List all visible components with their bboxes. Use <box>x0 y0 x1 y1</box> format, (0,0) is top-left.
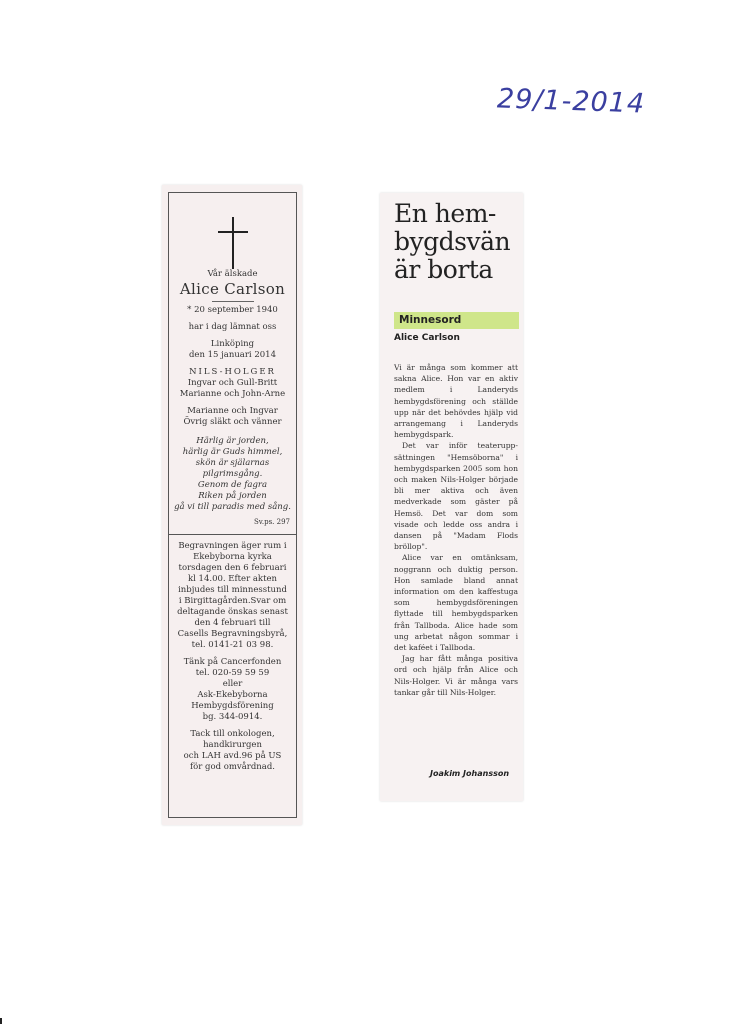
family-head: NILS-HOLGER <box>189 367 276 377</box>
funeral-line: Ekebyborna kyrka <box>193 552 272 562</box>
donation-line: bg. 344-0914. <box>202 712 263 722</box>
funeral-line: Begravningen äger rum i <box>178 541 287 551</box>
article-headline <box>394 200 519 284</box>
funeral-line: torsdagen den 6 februari <box>178 563 287 573</box>
family-line: Ingvar och Gull-Britt <box>187 378 278 388</box>
obituary-content <box>169 193 296 773</box>
poem-line: skön är själarnas <box>195 458 270 468</box>
article-paragraph: Det var inför teaterupp-sättningen "Hemsöborna" i hembygdsparken 2005 som hon och maken Nils-Holger började bli mer aktiva och även medverkade som gäster på Hemsö. Det var dom som visade och ledde oss andra i dansen på "Madam Flods bröllop". <box>394 441 518 552</box>
donation-line: Hembygdsförening <box>191 701 274 711</box>
funeral-line: Casells Begravningsbyrå, <box>177 629 288 639</box>
headline-line: är borta <box>394 255 493 284</box>
thanks-line: för god omvårdnad. <box>190 762 275 772</box>
donation-line: eller <box>222 679 243 689</box>
article-paragraph: Vi är många som kommer att sakna Alice. Hon var en aktiv medlem i Landeryds hembygdsförening och ställde upp när det behövdes hjälp vid arrangemang i Landeryds hembygdspark. <box>394 363 518 440</box>
funeral-info <box>169 541 296 773</box>
article-body <box>394 362 518 698</box>
donation-line: tel. 020-59 59 59 <box>195 668 270 678</box>
divider <box>212 301 254 302</box>
article-subject: Alice Carlson <box>394 333 460 343</box>
thanks-line: och LAH avd.96 på US <box>183 751 282 761</box>
headline-line: En hem- <box>394 199 496 228</box>
section-divider <box>169 534 296 535</box>
family-line: Övrig släkt och vänner <box>183 417 282 427</box>
funeral-line: inbjudes till minnesstund <box>178 585 287 595</box>
poem-line: gå vi till paradis med sång. <box>174 502 291 512</box>
obituary-left: har i dag lämnat oss <box>188 322 277 332</box>
donation-line: Ask-Ekebyborna <box>197 690 268 700</box>
poem-line: pilgrimsgång. <box>202 469 263 479</box>
article-paragraph: Jag har fått många positiva ord och hjälp från Alice och Nils-Holger. Vi är många vars tankar går till Nils-Holger. <box>394 654 518 697</box>
thanks-line: Tack till onkologen, <box>190 729 275 739</box>
obituary-intro: Vår älskade <box>207 269 258 279</box>
handwritten-date: 29/1-2014 <box>496 83 646 120</box>
thanks-line: handkirurgen <box>203 740 262 750</box>
funeral-line: deltagande önskas senast <box>177 607 288 617</box>
headline-line: bygdsvän <box>394 227 511 256</box>
poem-line: härlig är Guds himmel, <box>182 447 283 457</box>
funeral-line: i Birgittagården.Svar om <box>178 596 287 606</box>
funeral-line: kl 14.00. Efter akten <box>187 574 277 584</box>
poem-line: Härlig är jorden, <box>196 436 269 446</box>
poem-reference: Sv.ps. 297 <box>253 518 290 526</box>
family-line: Marianne och John-Arne <box>179 389 286 399</box>
section-tag: Minnesord <box>394 312 519 329</box>
article-byline: Joakim Johansson <box>430 769 510 778</box>
family-line: Marianne och Ingvar <box>187 406 278 416</box>
donation-line: Tänk på Cancerfonden <box>183 657 282 667</box>
funeral-line: den 4 februari till <box>194 618 271 628</box>
obituary-place: Linköping <box>210 339 255 349</box>
article-paragraph: Alice var en omtänksam, noggrann och duktig person. Hon samlade bland annat information om den kaffestuga som hembygdsföreningen flyttade till hembygdsparken från Tallboda. Alice hade som ung arbetat någon sommar i det kaféet i Tallboda. <box>394 553 518 653</box>
obituary-born: * 20 september 1940 <box>187 305 278 315</box>
cross-icon <box>218 217 248 269</box>
poem <box>169 436 296 513</box>
obituary-date: den 15 januari 2014 <box>188 350 276 360</box>
obituary-name: Alice Carlson <box>179 280 286 298</box>
scan-edge-mark <box>0 1018 2 1024</box>
poem-line: Riken på jorden <box>198 491 267 501</box>
poem-line: Genom de fagra <box>197 480 268 490</box>
funeral-line: tel. 0141-21 03 98. <box>191 640 274 650</box>
